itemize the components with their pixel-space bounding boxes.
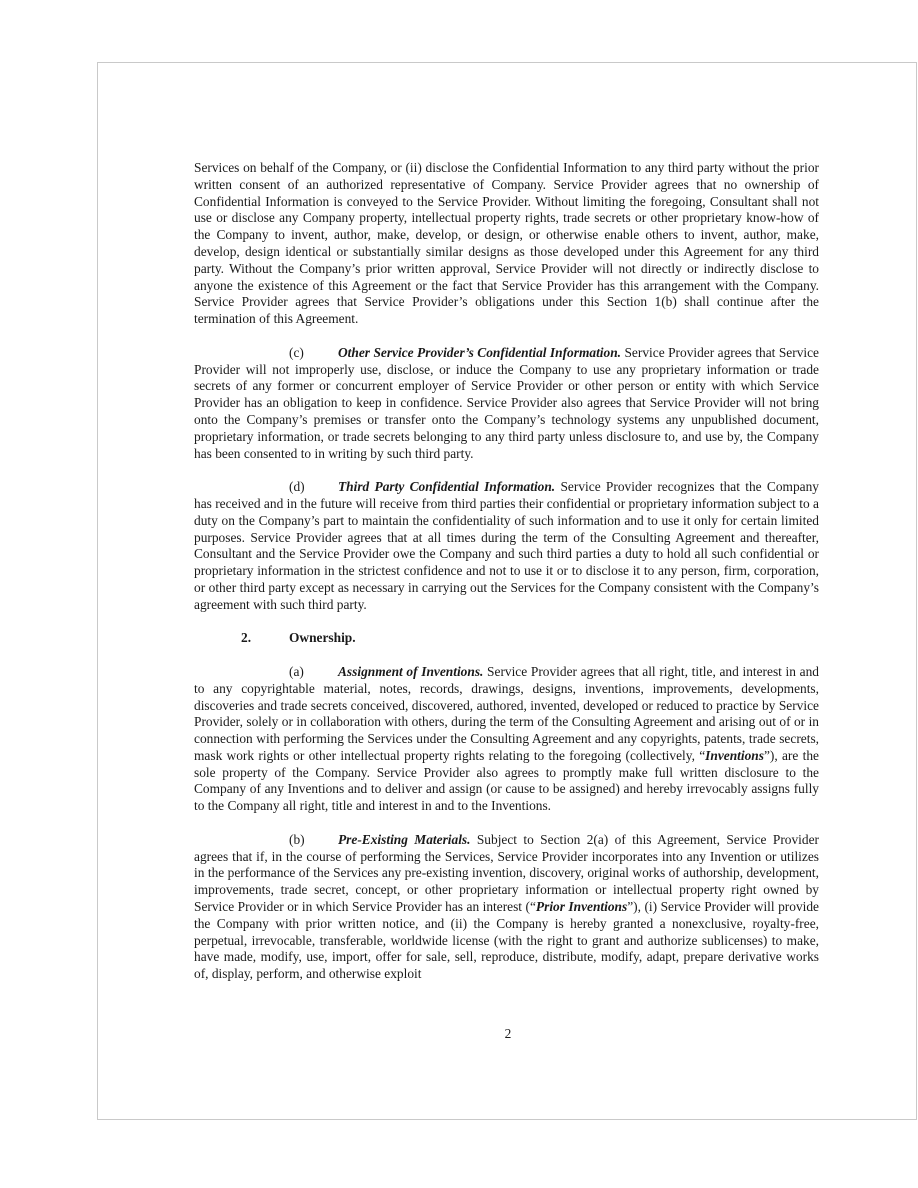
paragraph-intro: [194, 160, 819, 328]
section-2-heading: [194, 630, 819, 647]
paragraph-2a-title: Assignment of Inventions.: [338, 663, 484, 679]
paragraph-2b-text-1: Subject to Section 2(a) of this Agreement, Service Provider agrees that if, in the course of performing the Services, Service Provider incorporates into any Invention or utilizes in the performance of the Services any pre-existing invention, discovery, original works of authorship, development, improvements, trade secret, concept, or other proprietary information or intellectual property right owned by Service Provider or in which Service Provider has an interest (“: [194, 831, 819, 915]
paragraph-1d-title: Third Party Confidential Information.: [338, 479, 556, 495]
paragraph-2a-defined-term: Inventions: [705, 747, 764, 763]
paragraph-2a-text-1: Service Provider agrees that all right, title, and interest in and to any copyrightable material, notes, records, drawings, designs, inventions, improvements, developments, discoveries and trade secrets conceived, discovered, authored, invented, developed or reduced to practice by Service Provider, solely or in collaboration with others, during the term of the Consulting Agreement and arising out of or in connection with performing the Services under the Consulting Agreement and any copyrights, patents, trade secrets, mask work rights or other intellectual property rights relating to the foregoing (collectively, “: [194, 663, 819, 763]
section-2-number: 2.: [241, 630, 252, 646]
paragraph-1c-label: (c): [289, 344, 304, 360]
paragraph-1d-label: (d): [289, 479, 305, 495]
paragraph-2a: [194, 664, 819, 815]
paragraph-1c: [194, 345, 819, 463]
paragraph-1d-text: Service Provider recognizes that the Company has received and in the future will receive from third parties their confidential or proprietary information subject to a duty on the Company’s part to maintain the confidentiality of such information and to use it only for certain limited purposes. Service Provider agrees that at all times during the term of the Consulting Agreement and thereafter, Consultant and the Service Provider owe the Company and such third parties a duty to hold all such confidential or proprietary information in the strictest confidence and not to use it or to disclose it to any person, firm, corporation, or other third party except as necessary in carrying out the Services for the Company consistent with the Company’s agreement with such third party.: [194, 479, 819, 612]
paragraph-intro-text: Services on behalf of the Company, or (ii) disclose the Confidential Information to any third party without the prior written consent of an authorized representative of Company. Service Provider agrees that no ownership of Confidential Information is conveyed to the Service Provider. Without limiting the foregoing, Consultant shall not use or disclose any Company property, intellectual property rights, trade secrets or other proprietary know-how of the Company to invent, author, make, develop, or design, or otherwise enable others to invent, author, make, develop, design identical or substantially similar designs as those developed under this Agreement for any third party. Without the Company’s prior written approval, Service Provider will not directly or indirectly disclose to anyone the existence of this Agreement or the fact that Service Provider has this arrangement with the Company. Service Provider agrees that Service Provider’s obligations under this Section 1(b) shall continue after the termination of this Agreement.: [194, 160, 819, 327]
section-2-title: Ownership.: [289, 630, 356, 646]
paragraph-2b-text-2: ”), (i) Service Provider will provide the Company with prior written notice, and (ii) the Company is hereby granted a nonexclusive, royalty-free, perpetual, irrevocable, transferable, worldwide license (with the right to grant and authorize sublicenses) to make, have made, modify, use, import, offer for sale, sell, reproduce, distribute, modify, adapt, prepare derivative works of, display, perform, and otherwise exploit: [194, 899, 819, 982]
paragraph-2b-title: Pre-Existing Materials.: [338, 831, 471, 847]
page-number: 2: [504, 1026, 512, 1041]
paragraph-2b-label: (b): [289, 831, 305, 847]
paragraph-1c-text: Service Provider agrees that Service Provider will not improperly use, disclose, or induce the Company to use any proprietary information or trade secrets of any former or concurrent employer of Service Provider or other person or entity with which Service Provider has an obligation to keep in confidence. Service Provider also agrees that Service Provider will not bring onto the Company’s premises or transfer onto the Company’s technology systems any unpublished document, proprietary information, or trade secrets belonging to any third party unless disclosure to, and use by, the Company has been consented to in writing by such third party.: [194, 344, 820, 461]
paragraph-2b-defined-term: Prior Inventions: [535, 899, 628, 915]
document-page: [97, 62, 917, 1120]
paragraph-2b: [194, 832, 819, 983]
paragraph-2a-text-2: ”), are the sole property of the Company. Service Provider also agrees to promptly make full written disclosure to the Company of any Inventions and to deliver and assign (or cause to be assigned) and hereby irrevocably assigns fully to the Company all right, title and interest in and to the Inventions.: [194, 747, 819, 814]
paragraph-1d: [194, 479, 819, 613]
page-content: [194, 160, 819, 1000]
paragraph-2a-label: (a): [289, 663, 304, 679]
paragraph-1c-title: Other Service Provider’s Confidential Information.: [338, 344, 622, 360]
